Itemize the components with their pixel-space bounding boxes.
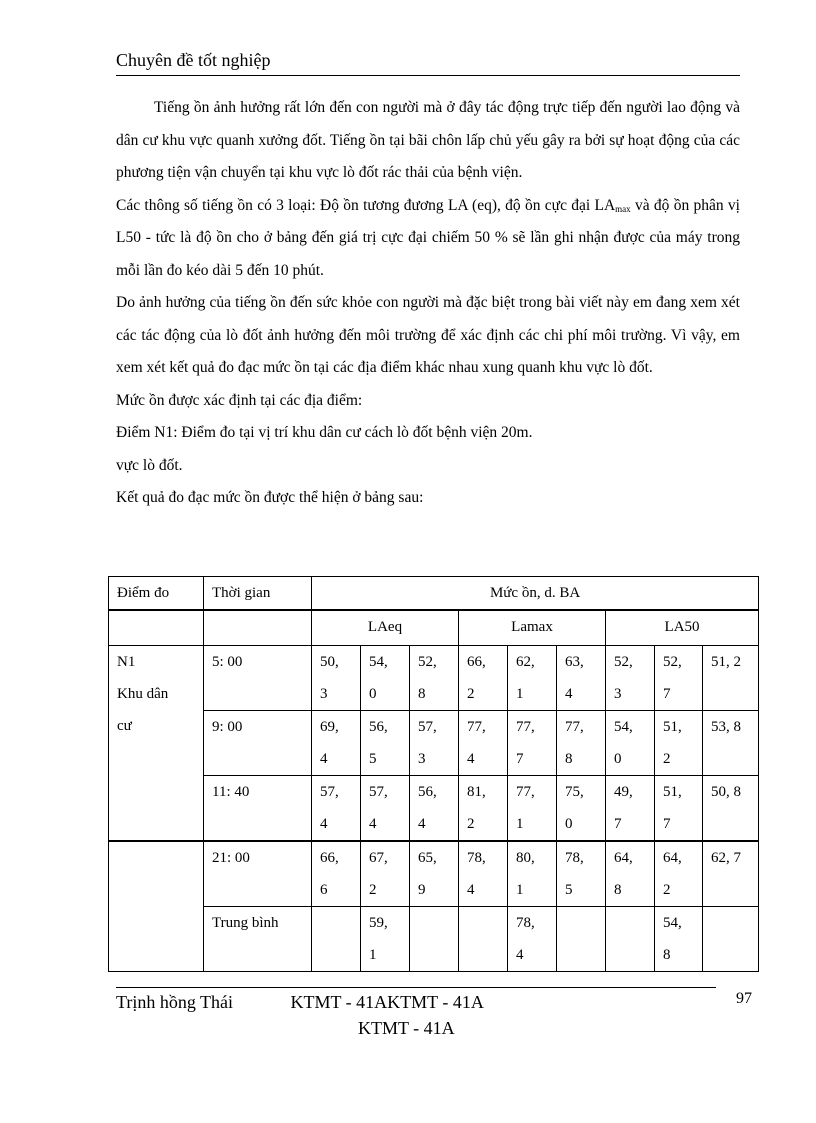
- value-cell: [557, 841, 606, 907]
- paragraph-5: Điểm N1: Điểm đo tại vị trí khu dân cư cách lò đốt bệnh viện 20m.: [116, 424, 533, 441]
- group-laeq: LAeq: [312, 610, 459, 646]
- value-cell: [361, 907, 410, 972]
- value-decimal: 4: [516, 947, 524, 963]
- value-integer: 81,: [467, 784, 486, 800]
- value-decimal: 3: [614, 686, 622, 702]
- value-integer: 80,: [516, 850, 535, 866]
- value-decimal: 4: [369, 816, 377, 832]
- value-cell: [703, 841, 759, 907]
- paragraph-2-subscript: max: [615, 203, 631, 214]
- table-row: [109, 646, 759, 711]
- value-cell: [606, 907, 655, 972]
- value-cell: [361, 646, 410, 711]
- table-subheader-row: [109, 610, 759, 646]
- value-decimal: 8: [565, 751, 573, 767]
- value-integer: 78,: [467, 850, 486, 866]
- value-integer: 51,: [663, 719, 682, 735]
- value-integer: 54,: [614, 719, 633, 735]
- point-label-line: Khu dân: [117, 686, 169, 702]
- value-cell: [557, 776, 606, 842]
- value-cell: [459, 907, 508, 972]
- value-cell: [606, 776, 655, 842]
- value-cell: [655, 646, 703, 711]
- point-label-line: N1: [117, 654, 136, 670]
- value-cell: [361, 841, 410, 907]
- value-integer: 52,: [663, 654, 682, 670]
- paragraph-4: Mức ồn được xác định tại các địa điểm:: [116, 391, 363, 409]
- value-integer: 66,: [320, 850, 339, 866]
- table-row: [109, 711, 759, 776]
- noise-level-table: [108, 576, 759, 972]
- value-integer: 54,: [663, 915, 682, 931]
- paragraph-1: Tiếng ồn ảnh hưởng rất lớn đến con người mà ở đây tác động trực tiếp đến người lao động và dân cư khu vực quanh xưởng đốt. Tiếng ồn tại bãi chôn lấp chủ yếu gây ra bởi sự hoạt động của các phương tiện vận chuyển tại khu vực lò đốt rác thải của bệnh viện.: [116, 99, 740, 181]
- table-header-row: [109, 577, 759, 611]
- value-decimal: 4: [320, 751, 328, 767]
- value-integer: 77,: [467, 719, 486, 735]
- value-decimal: 0: [565, 816, 573, 832]
- header-point: Điểm đo: [109, 577, 204, 611]
- value-integer: 54,: [369, 654, 388, 670]
- value-decimal: 4: [418, 816, 426, 832]
- value-cell: [410, 841, 459, 907]
- body-text: [116, 92, 740, 515]
- time-cell: 21: 00: [204, 841, 312, 907]
- value-cell: [312, 841, 361, 907]
- value-integer: 69,: [320, 719, 339, 735]
- value-integer: 62, 7: [711, 850, 741, 866]
- value-cell: [557, 907, 606, 972]
- paragraph-7: Kết quả đo đạc mức ồn được thể hiện ở bảng sau:: [116, 489, 424, 506]
- header-level: Mức ồn, d. BA: [312, 577, 759, 611]
- group-lamax: Lamax: [459, 610, 606, 646]
- value-decimal: 7: [663, 816, 671, 832]
- table-row: [109, 776, 759, 842]
- value-integer: 77,: [565, 719, 584, 735]
- value-decimal: 2: [467, 816, 475, 832]
- value-cell: [557, 646, 606, 711]
- value-integer: 52,: [614, 654, 633, 670]
- value-cell: [312, 646, 361, 711]
- value-decimal: 3: [418, 751, 426, 767]
- value-integer: 78,: [516, 915, 535, 931]
- value-cell: [655, 711, 703, 776]
- table-row: [109, 907, 759, 972]
- value-cell: [508, 907, 557, 972]
- value-cell: [459, 776, 508, 842]
- value-cell: [312, 907, 361, 972]
- value-integer: 49,: [614, 784, 633, 800]
- value-cell: [361, 711, 410, 776]
- value-cell: [312, 711, 361, 776]
- value-cell: [508, 776, 557, 842]
- value-decimal: 2: [369, 882, 377, 898]
- value-decimal: 8: [418, 686, 426, 702]
- time-cell: Trung bình: [204, 907, 312, 972]
- header-title: Chuyên đề tốt nghiệp: [116, 50, 271, 70]
- value-decimal: 7: [516, 751, 524, 767]
- time-cell: 11: 40: [204, 776, 312, 842]
- value-integer: 50,: [320, 654, 339, 670]
- value-decimal: 9: [418, 882, 426, 898]
- value-integer: 56,: [418, 784, 437, 800]
- value-decimal: 5: [565, 882, 573, 898]
- page-footer: [116, 992, 484, 1038]
- paragraph-2: [116, 190, 740, 288]
- value-decimal: 4: [467, 882, 475, 898]
- value-cell: [508, 711, 557, 776]
- value-decimal: 7: [614, 816, 622, 832]
- value-cell: [557, 711, 606, 776]
- value-cell: [459, 841, 508, 907]
- point-cell: [109, 646, 204, 842]
- value-cell: [655, 776, 703, 842]
- value-decimal: 0: [369, 686, 377, 702]
- value-decimal: 2: [467, 686, 475, 702]
- value-cell: [703, 907, 759, 972]
- value-cell: [703, 711, 759, 776]
- value-integer: 64,: [663, 850, 682, 866]
- value-decimal: 7: [663, 686, 671, 702]
- value-decimal: 2: [663, 882, 671, 898]
- value-decimal: 4: [467, 751, 475, 767]
- value-cell: [410, 776, 459, 842]
- value-decimal: 5: [369, 751, 377, 767]
- value-cell: [361, 776, 410, 842]
- value-cell: [655, 907, 703, 972]
- time-cell: 5: 00: [204, 646, 312, 711]
- value-cell: [606, 646, 655, 711]
- value-integer: 64,: [614, 850, 633, 866]
- value-integer: 53, 8: [711, 719, 741, 735]
- value-cell: [459, 711, 508, 776]
- group-la50: LA50: [606, 610, 759, 646]
- value-decimal: 4: [565, 686, 573, 702]
- paragraph-2-part-a: Các thông số tiếng ồn có 3 loại: Độ ồn tương đương LA (eq), độ ồn cực đại LA: [116, 196, 616, 214]
- value-integer: 63,: [565, 654, 584, 670]
- value-integer: 57,: [320, 784, 339, 800]
- value-integer: 57,: [418, 719, 437, 735]
- value-decimal: 4: [320, 816, 328, 832]
- value-integer: 51,: [663, 784, 682, 800]
- page-number: 97: [736, 990, 752, 1007]
- footer-class-line-1: KTMT - 41AKTMT - 41A: [290, 992, 484, 1012]
- footer-author: Trịnh hồng Thái: [116, 992, 234, 1012]
- table-body: [109, 646, 759, 972]
- paragraph-3: Do ảnh hưởng của tiếng ồn đến sức khỏe con người mà đặc biệt trong bài viết này em đang xem xét các tác động của lò đốt ảnh hưởng đến môi trường để xác định các chi phí môi trường. Vì vậy, em xem xét kết quả đo đạc mức ồn tại các địa điểm khác nhau xung quanh khu vực lò đốt.: [116, 294, 740, 376]
- paragraph-6: vực lò đốt.: [116, 456, 183, 474]
- value-integer: 78,: [565, 850, 584, 866]
- value-integer: 50, 8: [711, 784, 741, 800]
- value-integer: 52,: [418, 654, 437, 670]
- value-integer: 66,: [467, 654, 486, 670]
- value-integer: 77,: [516, 719, 535, 735]
- page-header: [116, 50, 740, 76]
- value-cell: [508, 841, 557, 907]
- value-cell: [703, 646, 759, 711]
- value-cell: [703, 776, 759, 842]
- value-cell: [312, 776, 361, 842]
- value-decimal: 8: [663, 947, 671, 963]
- value-cell: [508, 646, 557, 711]
- point-cell-empty: [109, 841, 204, 972]
- value-decimal: 0: [614, 751, 622, 767]
- footer-divider: [116, 987, 716, 988]
- value-decimal: 3: [320, 686, 328, 702]
- value-decimal: 2: [663, 751, 671, 767]
- value-decimal: 1: [369, 947, 377, 963]
- paragraph-2-part-b: và độ ồn phân vị L50 - tức là độ ồn cho ở bảng đến giá trị cực đại chiếm 50 % sẽ lần ghi nhận được của máy trong mỗi lần đo kéo dài 5 đến 10 phút.: [116, 196, 740, 279]
- value-cell: [410, 646, 459, 711]
- time-cell: 9: 00: [204, 711, 312, 776]
- value-integer: 56,: [369, 719, 388, 735]
- value-integer: 75,: [565, 784, 584, 800]
- value-integer: 77,: [516, 784, 535, 800]
- footer-class-line-2: KTMT - 41A: [358, 1018, 455, 1038]
- value-integer: 51, 2: [711, 654, 741, 670]
- value-integer: 59,: [369, 915, 388, 931]
- value-decimal: 8: [614, 882, 622, 898]
- value-decimal: 1: [516, 816, 524, 832]
- value-cell: [606, 841, 655, 907]
- value-decimal: 1: [516, 882, 524, 898]
- value-cell: [410, 907, 459, 972]
- value-decimal: 6: [320, 882, 328, 898]
- value-integer: 67,: [369, 850, 388, 866]
- value-cell: [606, 711, 655, 776]
- value-integer: 62,: [516, 654, 535, 670]
- header-time: Thời gian: [204, 577, 312, 611]
- value-cell: [655, 841, 703, 907]
- value-integer: 65,: [418, 850, 437, 866]
- point-label-line: cư: [117, 718, 132, 734]
- table-row: [109, 841, 759, 907]
- value-cell: [410, 711, 459, 776]
- value-cell: [459, 646, 508, 711]
- value-decimal: 1: [516, 686, 524, 702]
- value-integer: 57,: [369, 784, 388, 800]
